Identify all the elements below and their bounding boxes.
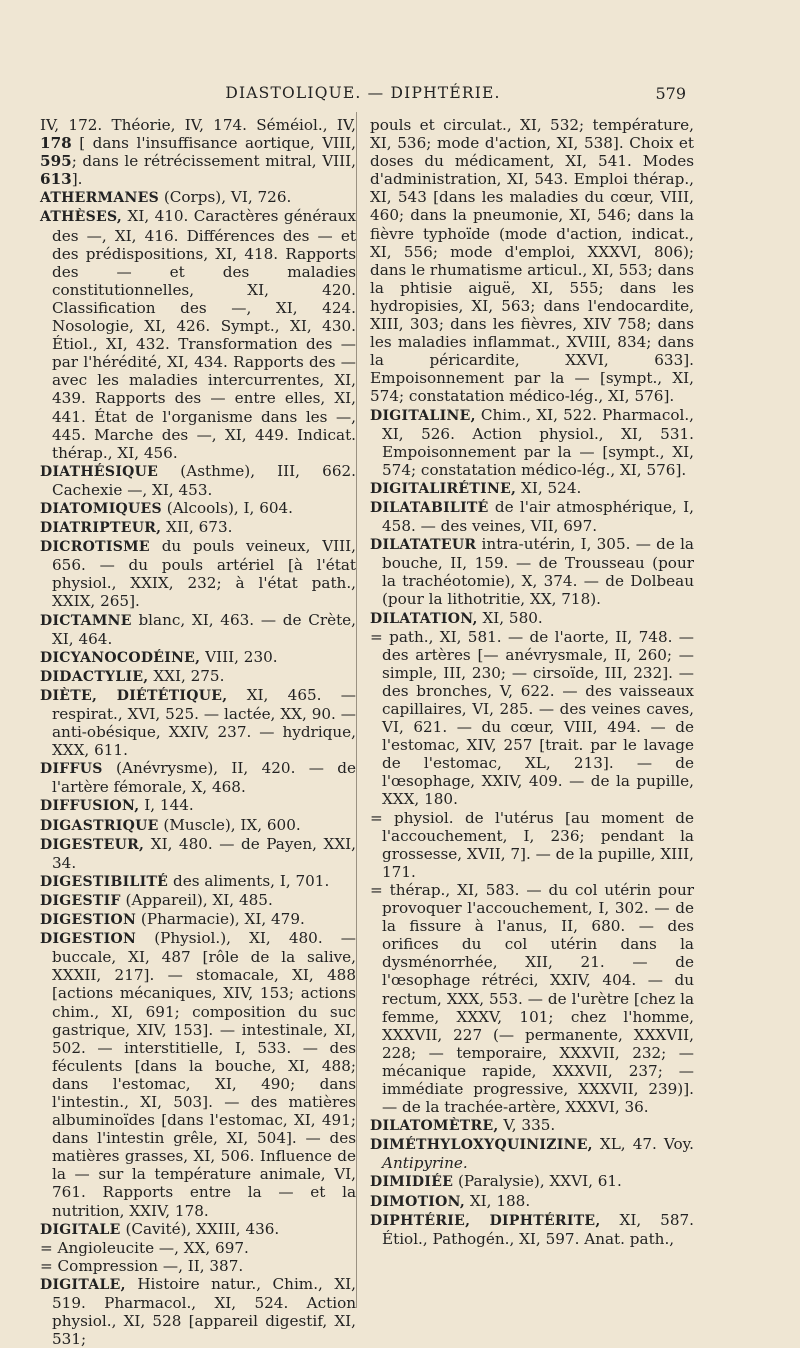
index-entry	[370, 609, 694, 628]
index-entry	[370, 881, 694, 1116]
entry-headword: DIMOTION,	[370, 1193, 466, 1210]
index-entry	[370, 535, 694, 608]
entry-headword: DILATATION,	[370, 610, 478, 627]
index-entry	[40, 891, 356, 910]
entry-bold-ref: 595	[40, 152, 72, 171]
index-entry	[370, 1211, 694, 1248]
left-column	[40, 116, 356, 1348]
index-entry	[40, 759, 356, 796]
entry-text: (Asthme), III, 662. Cachexie —, XI, 453.	[52, 461, 356, 499]
entry-text: [ dans l'insuffisance aortique, VIII,	[71, 134, 356, 153]
entry-text: pouls et circulat., XI, 532; température, XI, 536; mode d'action, XI, 538]. Choix et doses du médicament, XI, 541. Modes d'administration, XI, 543. Emploi thérap., XI, 543 [dans les maladies du cœur, VIII, 460; dans la pneumonie, XI, 546; dans la fièvre typhoïde (mode d'action, indicat., XI, 556; mode d'emploi, XXXVI, 806); dans le rhumatisme articul., XI, 553; dans la phtisie aiguë, XI, 555; dans les hydropisies, XI, 563; dans l'endocardite, XIII, 303; dans les fièvres, XIV 758; dans les maladies inflammat., XVIII, 834; dans la péricardite, XXVI, 633]. Empoisonnement par la — [sympt., XI, 574; constatation médico-lég., XI, 576].	[370, 116, 694, 406]
index-entry	[40, 872, 356, 891]
entry-text: XXI, 275.	[148, 666, 225, 685]
entry-text: XI, 465. — respirat., XVI, 525. — lactée, XX, 90. — anti-obésique, XXIV, 237. — hydrique, XXX, 611.	[52, 685, 356, 760]
entry-text: blanc, XI, 463. — de Crète, XI, 464.	[52, 610, 356, 648]
entry-text: (Cavité), XXIII, 436.	[120, 1219, 280, 1238]
index-entry	[40, 1257, 356, 1275]
index-entry	[40, 1275, 356, 1348]
entry-text: Histoire natur., Chim., XI, 519. Pharmacol., XI, 524. Action physiol., XI, 528 [appareil digestif, XI, 531;	[52, 1274, 356, 1348]
entry-headword: DIDACTYLIE,	[40, 668, 149, 685]
index-entry	[40, 537, 356, 610]
index-entry	[370, 1192, 694, 1211]
index-entry	[40, 796, 356, 815]
index-entry	[40, 835, 356, 872]
entry-text: IV, 172. Théorie, IV, 174. Séméiol., IV,	[40, 116, 356, 134]
entry-text: = physiol. de l'utérus [au moment de l'accouchement, I, 236; pendant la grossesse, XVII, 7]. — de la pupille, XIII, 171.	[370, 808, 694, 881]
index-entry	[40, 1239, 356, 1257]
entry-text: Chim., XI, 522. Pharmacol., XI, 526. Action physiol., XI, 531. Empoisonnement par la — [sympt., XI, 574; constatation médico-lég., XI, 576].	[382, 405, 694, 479]
entry-text: XI, 480. — de Payen, XXI, 34.	[52, 834, 356, 872]
entry-text: (Anévrysme), II, 420. — de l'artère fémorale, X, 468.	[52, 759, 356, 797]
entry-headword: DICYANOCODÉINE,	[40, 649, 201, 666]
entry-text: XI, 580.	[477, 608, 543, 627]
entry-headword: DIATHÉSIQUE	[40, 463, 159, 480]
entry-headword: DIPHTÉRIE, DIPHTÉRITE,	[370, 1212, 601, 1229]
entry-text: = Angioleucite —, XX, 697.	[40, 1238, 249, 1257]
entry-text: (Muscle), IX, 600.	[158, 815, 301, 834]
entry-headword: DIGESTEUR,	[40, 836, 145, 853]
entry-headword: DIATOMIQUES	[40, 500, 162, 517]
entry-text: I, 144.	[139, 796, 194, 815]
entry-headword: DIGESTIBILITÉ	[40, 873, 169, 890]
entry-text: V, 335.	[498, 1116, 556, 1135]
entry-text: de l'air atmosphérique, I, 458. — des veines, VII, 697.	[382, 497, 694, 536]
index-entry	[40, 816, 356, 835]
entry-text: XL, 47. Voy.	[592, 1135, 694, 1154]
entry-headword: DIGITALE,	[40, 1276, 126, 1293]
entry-bold-ref: 178	[40, 134, 72, 153]
continued-entry	[40, 116, 356, 188]
index-entry	[40, 667, 356, 686]
entry-text: ; dans le rétrécissement mitral, VIII,	[71, 152, 356, 171]
entry-text: intra-utérin, I, 305. — de la bouche, II, 159. — de Trousseau (pour la trachéotomie), X, 374. — de Dolbeau (pour la lithotritie, XX, 718).	[382, 535, 694, 609]
entry-text: (Appareil), XI, 485.	[120, 890, 273, 909]
entry-headword: DIGESTION	[40, 912, 137, 929]
entry-headword: DIGITALINE,	[370, 407, 476, 424]
entry-text: (Paralysie), XXVI, 61.	[453, 1172, 622, 1191]
entry-headword: DIGITALIRÉTINE,	[370, 480, 517, 497]
entry-text: XI, 587. Étiol., Pathogén., XI, 597. Anat. path.,	[382, 1210, 694, 1248]
page-number: 579	[655, 84, 686, 103]
entry-crossref: Antipyrine.	[382, 1154, 468, 1173]
entry-text: XII, 673.	[161, 518, 233, 537]
entry-headword: DILATATEUR	[370, 537, 477, 554]
index-entry	[370, 628, 694, 809]
index-entry	[40, 929, 356, 1220]
index-entry	[40, 648, 356, 667]
right-column	[370, 116, 694, 1248]
index-entry	[370, 498, 694, 535]
entry-headword: DILATOMÈTRE,	[370, 1118, 499, 1135]
entry-text: VIII, 230.	[200, 647, 278, 666]
entry-text: XI, 524.	[516, 478, 582, 497]
entry-bold-ref: 613	[40, 170, 72, 189]
index-entry	[370, 406, 694, 479]
index-entry	[40, 462, 356, 499]
entry-text: XI, 410. Caractères généraux des —, XI, 416. Différences des — et des prédispositions, XI, 418. Rapports des — et des maladies constitutionnelles, XI, 420. Classification des —, XI, 424. Nosologie, XI, 426. Sympt., XI, 430. Étiol., XI, 432. Transformation des — par l'hérédité, XI, 434. Rapports des — avec les maladies intercurrentes, XI, 439. Rapports des — entre elles, XI, 441. État de l'organisme dans les —, 445. Marche des —, XI, 449. Indicat. thérap., XI, 456.	[52, 207, 356, 462]
entry-headword: DILATABILITÉ	[370, 499, 489, 516]
index-entry	[40, 611, 356, 648]
entry-headword: DIMÉTHYLOXYQUINIZINE,	[370, 1137, 593, 1154]
entry-headword: ATHÈSES,	[40, 209, 123, 226]
index-entry	[40, 499, 356, 518]
entry-text: (Pharmacie), XI, 479.	[136, 910, 305, 929]
entry-text: = Compression —, II, 387.	[40, 1256, 244, 1275]
entry-headword: DICTAMNE	[40, 612, 132, 629]
index-entry	[370, 1135, 694, 1172]
index-entry	[40, 207, 356, 461]
running-title: DIASTOLIQUE. — DIPHTÉRIE.	[225, 84, 501, 102]
entry-text: (Alcools), I, 604.	[161, 498, 294, 517]
entry-headword: DIGITALE	[40, 1221, 121, 1238]
entry-text: (Physiol.), XI, 480. — buccale, XI, 487 [rôle de la salive, XXXII, 217]. — stomacale, XI, 488 [actions mécaniques, XIV, 153; actions chim., XI, 691; composition du suc gastrique, XIV, 153]. — intestinale, XI, 502. — interstitielle, I, 533. — des féculents [dans la bouche, XI, 488; dans l'estomac, XI, 490; dans l'intestin., XI, 503]. — des matières albuminoïdes [dans l'estomac, XI, 491; dans l'intestin grêle, XI, 504]. — des matières grasses, XI, 506. Influence de la — sur la température animale, VI, 761. Rapports entre la — et la nutrition, XXIV, 178.	[52, 929, 356, 1220]
entry-headword: DICROTISME	[40, 539, 150, 556]
entry-headword: DIFFUSION,	[40, 798, 140, 815]
entry-headword: DIGESTIF	[40, 892, 121, 909]
column-divider	[356, 112, 357, 1308]
entry-headword: DIGASTRIQUE	[40, 817, 159, 834]
entry-text: = path., XI, 581. — de l'aorte, II, 748. — des artères [— anévrysmale, II, 260; — simple, III, 230; — cirsoïde, III, 232]. — des bronches, V, 622. — des vaisseaux capillaires, VI, 285. — des veines caves, VI, 621. — du cœur, VIII, 494. — de l'estomac, XIV, 257 [trait. par le lavage de l'estomac, XL, 213]. — de l'œsophage, XXIV, 409. — de la pupille, XXX, 180.	[370, 627, 694, 809]
entry-text: des aliments, I, 701.	[168, 871, 330, 890]
entry-headword: DIFFUS	[40, 761, 103, 778]
entry-text: du pouls veineux, VIII, 656. — du pouls artériel [à l'état physiol., XXIX, 232; à l'état path., XXIX, 265].	[52, 537, 356, 611]
running-header	[40, 84, 686, 110]
index-entry	[40, 1220, 356, 1239]
entry-text: = thérap., XI, 583. — du col utérin pour provoquer l'accouchement, I, 302. — de la fissure à l'anus, II, 680. — des orifices du col utérin dans la dysménorrhée, XII, 21. — de l'œsophage rétréci, XXIV, 404. — du rectum, XXX, 553. — de l'urètre [chez la femme, XXXV, 101; chez l'homme, XXXVII, 227 (— permanente, XXXVII, 228; — temporaire, XXXVII, 232; — mécanique rapide, XXXVII, 237; — immédiate progressive, XXXVII, 239)]. — de la trachée-artère, XXXVI, 36.	[370, 880, 694, 1117]
entry-headword: DIATRIPTEUR,	[40, 520, 162, 537]
index-entry	[370, 1172, 694, 1191]
entry-text: XI, 188.	[465, 1191, 531, 1210]
entry-text: ].	[71, 170, 83, 189]
index-entry	[40, 686, 356, 759]
entry-headword: ATHERMANES	[40, 190, 159, 207]
index-entry	[40, 910, 356, 929]
index-entry	[370, 1116, 694, 1135]
index-entry	[40, 188, 356, 207]
entry-headword: DIGESTION	[40, 931, 137, 948]
entry-headword: DIÈTE, DIÉTÉTIQUE,	[40, 687, 228, 704]
entry-headword: DIMIDIÉE	[370, 1174, 454, 1191]
index-entry	[40, 518, 356, 537]
entry-text: (Corps), VI, 726.	[159, 188, 292, 207]
continued-entry	[370, 116, 694, 406]
index-entry	[370, 479, 694, 498]
index-entry	[370, 809, 694, 881]
